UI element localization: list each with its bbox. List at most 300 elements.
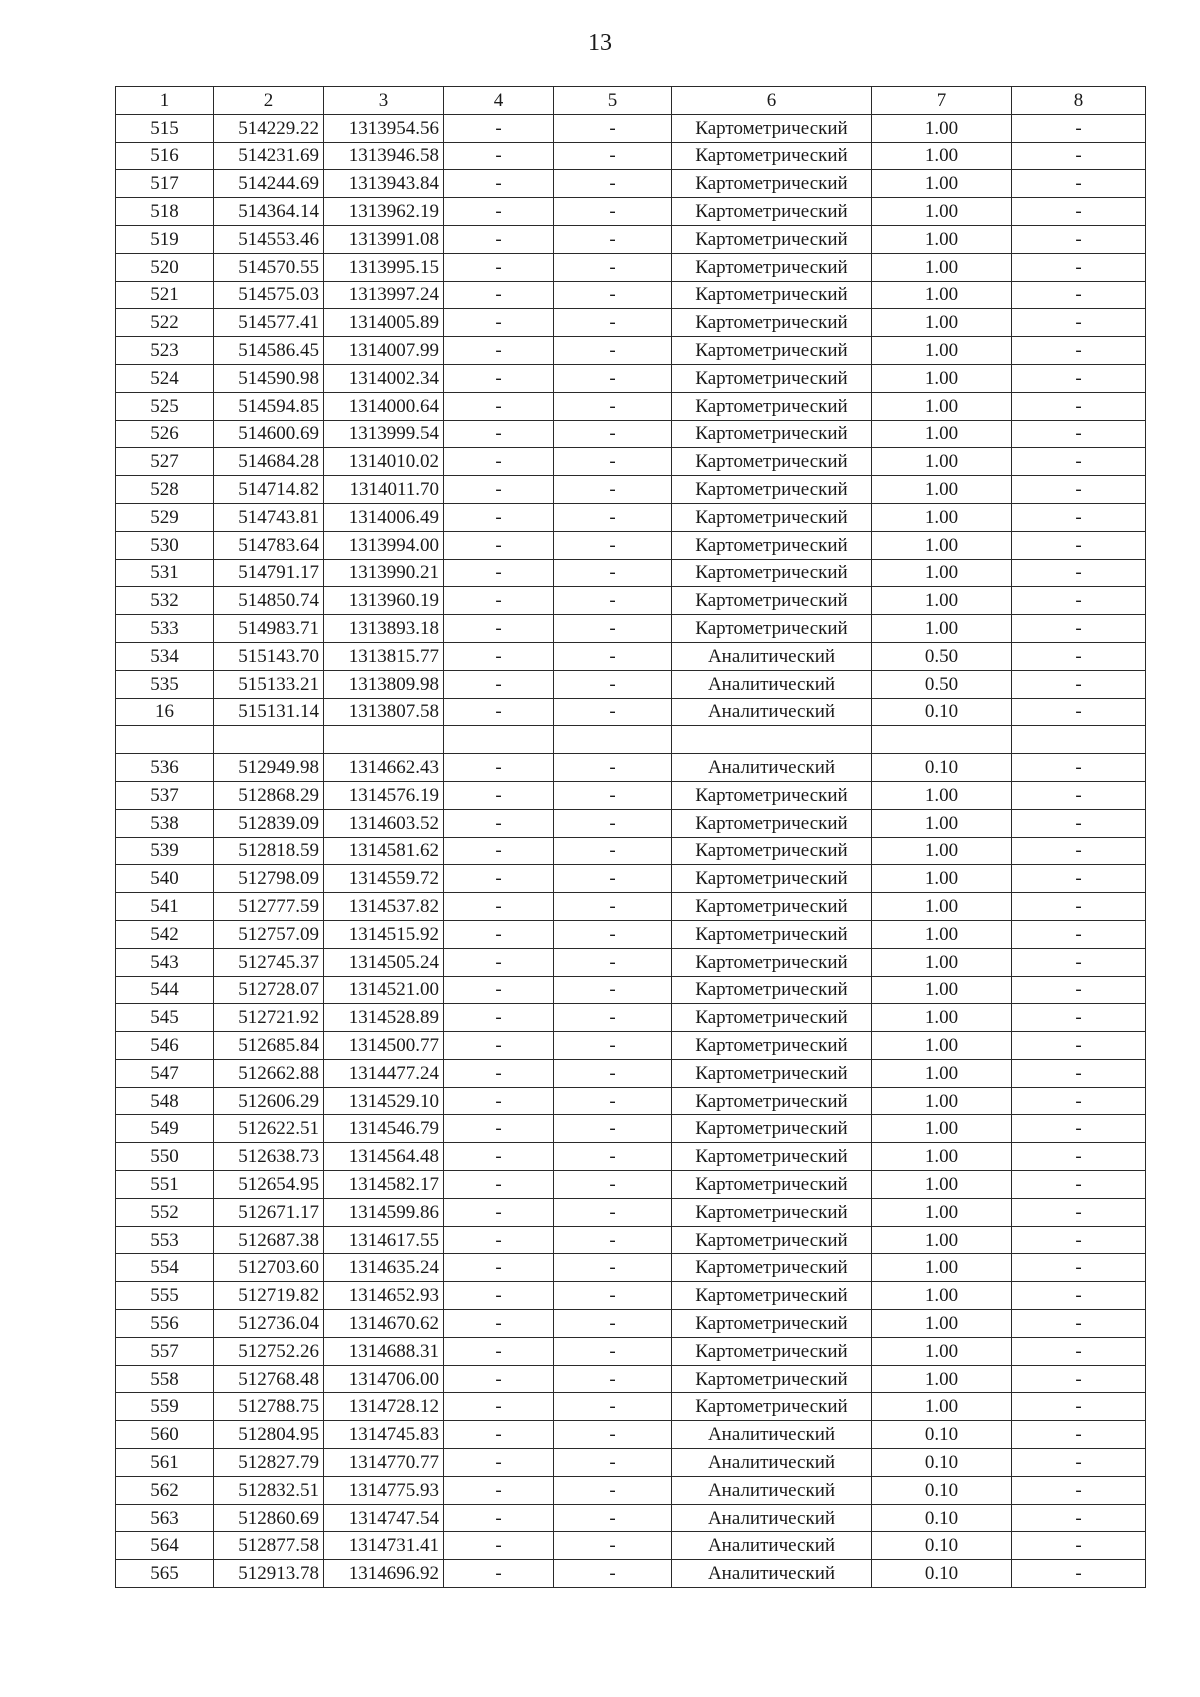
precision-cell: 0.50 — [872, 642, 1012, 670]
col5-cell: - — [554, 142, 672, 170]
precision-cell: 1.00 — [872, 1365, 1012, 1393]
column-header: 3 — [324, 87, 444, 115]
col8-cell: - — [1012, 448, 1146, 476]
col5-cell: - — [554, 225, 672, 253]
table-row — [116, 1532, 1146, 1560]
precision-cell: 0.10 — [872, 1504, 1012, 1532]
point-number-cell: 525 — [116, 392, 214, 420]
y-coordinate-cell: 1314652.93 — [324, 1282, 444, 1310]
x-coordinate-cell — [214, 726, 324, 754]
y-coordinate-cell: 1313954.56 — [324, 114, 444, 142]
method-cell: Аналитический — [672, 670, 872, 698]
col4-cell: - — [444, 1059, 554, 1087]
table-row — [116, 1254, 1146, 1282]
col8-cell: - — [1012, 1504, 1146, 1532]
col8-cell: - — [1012, 1004, 1146, 1032]
point-number-cell: 515 — [116, 114, 214, 142]
x-coordinate-cell: 512703.60 — [214, 1254, 324, 1282]
precision-cell: 1.00 — [872, 1004, 1012, 1032]
col4-cell: - — [444, 587, 554, 615]
col8-cell: - — [1012, 531, 1146, 559]
x-coordinate-cell: 512827.79 — [214, 1449, 324, 1477]
y-coordinate-cell: 1314002.34 — [324, 364, 444, 392]
table-row — [116, 893, 1146, 921]
precision-cell: 0.10 — [872, 698, 1012, 726]
table-row — [116, 253, 1146, 281]
table-row — [116, 142, 1146, 170]
col5-cell: - — [554, 865, 672, 893]
col4-cell: - — [444, 420, 554, 448]
point-number-cell: 530 — [116, 531, 214, 559]
x-coordinate-cell: 514983.71 — [214, 615, 324, 643]
x-coordinate-cell: 514244.69 — [214, 170, 324, 198]
col8-cell: - — [1012, 948, 1146, 976]
col4-cell: - — [444, 1504, 554, 1532]
method-cell: Аналитический — [672, 1560, 872, 1588]
y-coordinate-cell: 1314688.31 — [324, 1337, 444, 1365]
point-number-cell: 551 — [116, 1171, 214, 1199]
col4-cell: - — [444, 1560, 554, 1588]
y-coordinate-cell: 1314477.24 — [324, 1059, 444, 1087]
y-coordinate-cell: 1314635.24 — [324, 1254, 444, 1282]
point-number-cell: 540 — [116, 865, 214, 893]
col5-cell: - — [554, 1532, 672, 1560]
precision-cell: 1.00 — [872, 198, 1012, 226]
col5-cell: - — [554, 615, 672, 643]
precision-cell: 1.00 — [872, 1226, 1012, 1254]
table-row — [116, 670, 1146, 698]
point-number-cell: 524 — [116, 364, 214, 392]
method-cell: Картометрический — [672, 1032, 872, 1060]
point-number-cell: 549 — [116, 1115, 214, 1143]
y-coordinate-cell: 1313807.58 — [324, 698, 444, 726]
y-coordinate-cell: 1314010.02 — [324, 448, 444, 476]
precision-cell: 1.00 — [872, 531, 1012, 559]
y-coordinate-cell: 1314529.10 — [324, 1087, 444, 1115]
precision-cell: 1.00 — [872, 1087, 1012, 1115]
method-cell: Картометрический — [672, 1226, 872, 1254]
col5-cell: - — [554, 392, 672, 420]
table-header-row — [116, 87, 1146, 115]
col4-cell: - — [444, 698, 554, 726]
col4-cell: - — [444, 476, 554, 504]
y-coordinate-cell: 1314662.43 — [324, 754, 444, 782]
col8-cell: - — [1012, 503, 1146, 531]
col5-cell: - — [554, 170, 672, 198]
method-cell: Аналитический — [672, 642, 872, 670]
precision-cell: 1.00 — [872, 809, 1012, 837]
table-row — [116, 1004, 1146, 1032]
col8-cell: - — [1012, 1143, 1146, 1171]
col8-cell: - — [1012, 1421, 1146, 1449]
col8-cell: - — [1012, 1087, 1146, 1115]
precision-cell: 1.00 — [872, 1198, 1012, 1226]
col8-cell: - — [1012, 893, 1146, 921]
col4-cell: - — [444, 1004, 554, 1032]
col8-cell: - — [1012, 837, 1146, 865]
point-number-cell: 562 — [116, 1476, 214, 1504]
precision-cell: 1.00 — [872, 364, 1012, 392]
precision-cell: 1.00 — [872, 392, 1012, 420]
table-row — [116, 1365, 1146, 1393]
col8-cell: - — [1012, 253, 1146, 281]
method-cell: Картометрический — [672, 1087, 872, 1115]
point-number-cell: 542 — [116, 920, 214, 948]
point-number-cell: 526 — [116, 420, 214, 448]
precision-cell: 1.00 — [872, 615, 1012, 643]
method-cell: Картометрический — [672, 448, 872, 476]
method-cell: Картометрический — [672, 893, 872, 921]
y-coordinate-cell: 1314528.89 — [324, 1004, 444, 1032]
method-cell: Картометрический — [672, 615, 872, 643]
precision-cell: 1.00 — [872, 337, 1012, 365]
col4-cell — [444, 726, 554, 754]
y-coordinate-cell: 1314559.72 — [324, 865, 444, 893]
method-cell: Картометрический — [672, 198, 872, 226]
col8-cell: - — [1012, 1282, 1146, 1310]
y-coordinate-cell — [324, 726, 444, 754]
col5-cell: - — [554, 1421, 672, 1449]
table-row — [116, 1032, 1146, 1060]
precision-cell: 1.00 — [872, 309, 1012, 337]
col8-cell: - — [1012, 1171, 1146, 1199]
x-coordinate-cell: 512719.82 — [214, 1282, 324, 1310]
method-cell: Картометрический — [672, 1282, 872, 1310]
point-number-cell: 532 — [116, 587, 214, 615]
col8-cell: - — [1012, 1337, 1146, 1365]
col5-cell: - — [554, 476, 672, 504]
col4-cell: - — [444, 1310, 554, 1338]
x-coordinate-cell: 512728.07 — [214, 976, 324, 1004]
col5-cell: - — [554, 1254, 672, 1282]
point-number-cell: 535 — [116, 670, 214, 698]
col5-cell: - — [554, 1310, 672, 1338]
x-coordinate-cell: 514553.46 — [214, 225, 324, 253]
precision-cell: 1.00 — [872, 976, 1012, 1004]
y-coordinate-cell: 1314515.92 — [324, 920, 444, 948]
col4-cell: - — [444, 1337, 554, 1365]
x-coordinate-cell: 514590.98 — [214, 364, 324, 392]
col8-cell: - — [1012, 1198, 1146, 1226]
point-number-cell: 556 — [116, 1310, 214, 1338]
precision-cell: 1.00 — [872, 1310, 1012, 1338]
y-coordinate-cell: 1314582.17 — [324, 1171, 444, 1199]
table-body — [116, 114, 1146, 1587]
y-coordinate-cell: 1314775.93 — [324, 1476, 444, 1504]
point-number-cell: 518 — [116, 198, 214, 226]
column-header: 5 — [554, 87, 672, 115]
y-coordinate-cell: 1314505.24 — [324, 948, 444, 976]
col8-cell: - — [1012, 198, 1146, 226]
point-number-cell: 560 — [116, 1421, 214, 1449]
precision-cell: 1.00 — [872, 1143, 1012, 1171]
col8-cell: - — [1012, 1476, 1146, 1504]
col4-cell: - — [444, 837, 554, 865]
precision-cell: 1.00 — [872, 142, 1012, 170]
col8-cell: - — [1012, 781, 1146, 809]
col5-cell: - — [554, 1171, 672, 1199]
x-coordinate-cell: 512839.09 — [214, 809, 324, 837]
x-coordinate-cell: 515143.70 — [214, 642, 324, 670]
method-cell: Картометрический — [672, 253, 872, 281]
col4-cell: - — [444, 559, 554, 587]
col4-cell: - — [444, 1365, 554, 1393]
y-coordinate-cell: 1314005.89 — [324, 309, 444, 337]
table-row — [116, 642, 1146, 670]
col5-cell: - — [554, 642, 672, 670]
method-cell: Аналитический — [672, 1476, 872, 1504]
table-row — [116, 198, 1146, 226]
col4-cell: - — [444, 1032, 554, 1060]
method-cell: Картометрический — [672, 1365, 872, 1393]
col5-cell: - — [554, 337, 672, 365]
point-number-cell: 520 — [116, 253, 214, 281]
col4-cell: - — [444, 1532, 554, 1560]
point-number-cell: 519 — [116, 225, 214, 253]
col8-cell: - — [1012, 1449, 1146, 1477]
table-row — [116, 1198, 1146, 1226]
col8-cell: - — [1012, 670, 1146, 698]
table-row — [116, 920, 1146, 948]
table-row — [116, 476, 1146, 504]
col4-cell: - — [444, 1226, 554, 1254]
x-coordinate-cell: 512804.95 — [214, 1421, 324, 1449]
method-cell: Картометрический — [672, 781, 872, 809]
col8-cell — [1012, 726, 1146, 754]
col5-cell: - — [554, 448, 672, 476]
col4-cell: - — [444, 865, 554, 893]
table-row — [116, 726, 1146, 754]
col4-cell: - — [444, 642, 554, 670]
method-cell: Картометрический — [672, 392, 872, 420]
x-coordinate-cell: 514791.17 — [214, 559, 324, 587]
precision-cell: 1.00 — [872, 865, 1012, 893]
col4-cell: - — [444, 142, 554, 170]
col4-cell: - — [444, 392, 554, 420]
table-row — [116, 754, 1146, 782]
y-coordinate-cell: 1314617.55 — [324, 1226, 444, 1254]
y-coordinate-cell: 1313999.54 — [324, 420, 444, 448]
point-number-cell: 534 — [116, 642, 214, 670]
precision-cell: 0.10 — [872, 1560, 1012, 1588]
col4-cell: - — [444, 198, 554, 226]
col5-cell: - — [554, 1337, 672, 1365]
precision-cell: 1.00 — [872, 281, 1012, 309]
x-coordinate-cell: 514783.64 — [214, 531, 324, 559]
col4-cell: - — [444, 615, 554, 643]
col4-cell: - — [444, 225, 554, 253]
x-coordinate-cell: 512654.95 — [214, 1171, 324, 1199]
col4-cell: - — [444, 976, 554, 1004]
precision-cell: 1.00 — [872, 1393, 1012, 1421]
table-row — [116, 948, 1146, 976]
method-cell: Картометрический — [672, 1143, 872, 1171]
method-cell: Картометрический — [672, 225, 872, 253]
point-number-cell: 553 — [116, 1226, 214, 1254]
precision-cell: 1.00 — [872, 225, 1012, 253]
col5-cell: - — [554, 1087, 672, 1115]
col8-cell: - — [1012, 1032, 1146, 1060]
precision-cell: 1.00 — [872, 948, 1012, 976]
y-coordinate-cell: 1314537.82 — [324, 893, 444, 921]
col5-cell: - — [554, 1560, 672, 1588]
col5-cell: - — [554, 1393, 672, 1421]
point-number-cell: 16 — [116, 698, 214, 726]
point-number-cell: 552 — [116, 1198, 214, 1226]
y-coordinate-cell: 1314731.41 — [324, 1532, 444, 1560]
table-row — [116, 1310, 1146, 1338]
col8-cell: - — [1012, 1226, 1146, 1254]
method-cell: Картометрический — [672, 281, 872, 309]
x-coordinate-cell: 512752.26 — [214, 1337, 324, 1365]
y-coordinate-cell: 1313815.77 — [324, 642, 444, 670]
col4-cell: - — [444, 948, 554, 976]
point-number-cell: 538 — [116, 809, 214, 837]
point-number-cell: 521 — [116, 281, 214, 309]
y-coordinate-cell: 1313893.18 — [324, 615, 444, 643]
table-row — [116, 1226, 1146, 1254]
col4-cell: - — [444, 1143, 554, 1171]
x-coordinate-cell: 514570.55 — [214, 253, 324, 281]
col8-cell: - — [1012, 142, 1146, 170]
point-number-cell: 561 — [116, 1449, 214, 1477]
x-coordinate-cell: 512832.51 — [214, 1476, 324, 1504]
precision-cell: 1.00 — [872, 837, 1012, 865]
method-cell: Аналитический — [672, 754, 872, 782]
col5-cell: - — [554, 364, 672, 392]
col4-cell: - — [444, 809, 554, 837]
x-coordinate-cell: 512687.38 — [214, 1226, 324, 1254]
table-row — [116, 1337, 1146, 1365]
x-coordinate-cell: 514231.69 — [214, 142, 324, 170]
col8-cell: - — [1012, 976, 1146, 1004]
x-coordinate-cell: 514364.14 — [214, 198, 324, 226]
point-number-cell: 543 — [116, 948, 214, 976]
x-coordinate-cell: 512913.78 — [214, 1560, 324, 1588]
col8-cell: - — [1012, 420, 1146, 448]
point-number-cell: 557 — [116, 1337, 214, 1365]
col4-cell: - — [444, 1171, 554, 1199]
precision-cell: 0.10 — [872, 754, 1012, 782]
col5-cell: - — [554, 1004, 672, 1032]
method-cell: Картометрический — [672, 1059, 872, 1087]
precision-cell: 1.00 — [872, 1032, 1012, 1060]
col8-cell: - — [1012, 337, 1146, 365]
precision-cell: 1.00 — [872, 1282, 1012, 1310]
method-cell: Картометрический — [672, 476, 872, 504]
x-coordinate-cell: 514594.85 — [214, 392, 324, 420]
x-coordinate-cell: 514575.03 — [214, 281, 324, 309]
x-coordinate-cell: 514586.45 — [214, 337, 324, 365]
x-coordinate-cell: 514684.28 — [214, 448, 324, 476]
col5-cell: - — [554, 198, 672, 226]
col5-cell — [554, 726, 672, 754]
table-row — [116, 503, 1146, 531]
col5-cell: - — [554, 754, 672, 782]
table-row — [116, 281, 1146, 309]
method-cell: Картометрический — [672, 1254, 872, 1282]
x-coordinate-cell: 512757.09 — [214, 920, 324, 948]
col8-cell: - — [1012, 364, 1146, 392]
col5-cell: - — [554, 559, 672, 587]
col8-cell: - — [1012, 920, 1146, 948]
y-coordinate-cell: 1313809.98 — [324, 670, 444, 698]
y-coordinate-cell: 1314728.12 — [324, 1393, 444, 1421]
method-cell: Картометрический — [672, 1198, 872, 1226]
col5-cell: - — [554, 893, 672, 921]
precision-cell: 1.00 — [872, 420, 1012, 448]
col4-cell: - — [444, 1393, 554, 1421]
col4-cell: - — [444, 670, 554, 698]
point-number-cell: 550 — [116, 1143, 214, 1171]
col5-cell: - — [554, 1449, 672, 1477]
column-header: 7 — [872, 87, 1012, 115]
col4-cell: - — [444, 1087, 554, 1115]
method-cell: Картометрический — [672, 809, 872, 837]
y-coordinate-cell: 1313990.21 — [324, 559, 444, 587]
table-row — [116, 837, 1146, 865]
precision-cell: 1.00 — [872, 920, 1012, 948]
col5-cell: - — [554, 837, 672, 865]
col5-cell: - — [554, 809, 672, 837]
point-number-cell: 533 — [116, 615, 214, 643]
y-coordinate-cell: 1314521.00 — [324, 976, 444, 1004]
col5-cell: - — [554, 253, 672, 281]
col4-cell: - — [444, 531, 554, 559]
col8-cell: - — [1012, 615, 1146, 643]
table-row — [116, 1449, 1146, 1477]
precision-cell: 1.00 — [872, 503, 1012, 531]
table-row — [116, 448, 1146, 476]
col4-cell: - — [444, 170, 554, 198]
precision-cell: 0.10 — [872, 1421, 1012, 1449]
col8-cell: - — [1012, 1254, 1146, 1282]
point-number-cell: 546 — [116, 1032, 214, 1060]
col5-cell: - — [554, 1476, 672, 1504]
x-coordinate-cell: 512860.69 — [214, 1504, 324, 1532]
point-number-cell: 536 — [116, 754, 214, 782]
col5-cell: - — [554, 781, 672, 809]
method-cell: Картометрический — [672, 920, 872, 948]
x-coordinate-cell: 512662.88 — [214, 1059, 324, 1087]
col4-cell: - — [444, 1421, 554, 1449]
method-cell: Картометрический — [672, 170, 872, 198]
y-coordinate-cell: 1314581.62 — [324, 837, 444, 865]
col8-cell: - — [1012, 559, 1146, 587]
precision-cell: 1.00 — [872, 1254, 1012, 1282]
precision-cell: 1.00 — [872, 559, 1012, 587]
col8-cell: - — [1012, 476, 1146, 504]
point-number-cell: 541 — [116, 893, 214, 921]
col5-cell: - — [554, 698, 672, 726]
point-number-cell: 527 — [116, 448, 214, 476]
point-number-cell: 559 — [116, 1393, 214, 1421]
table-row — [116, 1421, 1146, 1449]
y-coordinate-cell: 1314576.19 — [324, 781, 444, 809]
method-cell: Аналитический — [672, 1532, 872, 1560]
point-number-cell: 558 — [116, 1365, 214, 1393]
table-row — [116, 615, 1146, 643]
point-number-cell: 563 — [116, 1504, 214, 1532]
method-cell: Картометрический — [672, 531, 872, 559]
point-number-cell: 528 — [116, 476, 214, 504]
col4-cell: - — [444, 1198, 554, 1226]
method-cell: Картометрический — [672, 309, 872, 337]
point-number-cell: 545 — [116, 1004, 214, 1032]
y-coordinate-cell: 1313991.08 — [324, 225, 444, 253]
col8-cell: - — [1012, 865, 1146, 893]
method-cell: Картометрический — [672, 1004, 872, 1032]
